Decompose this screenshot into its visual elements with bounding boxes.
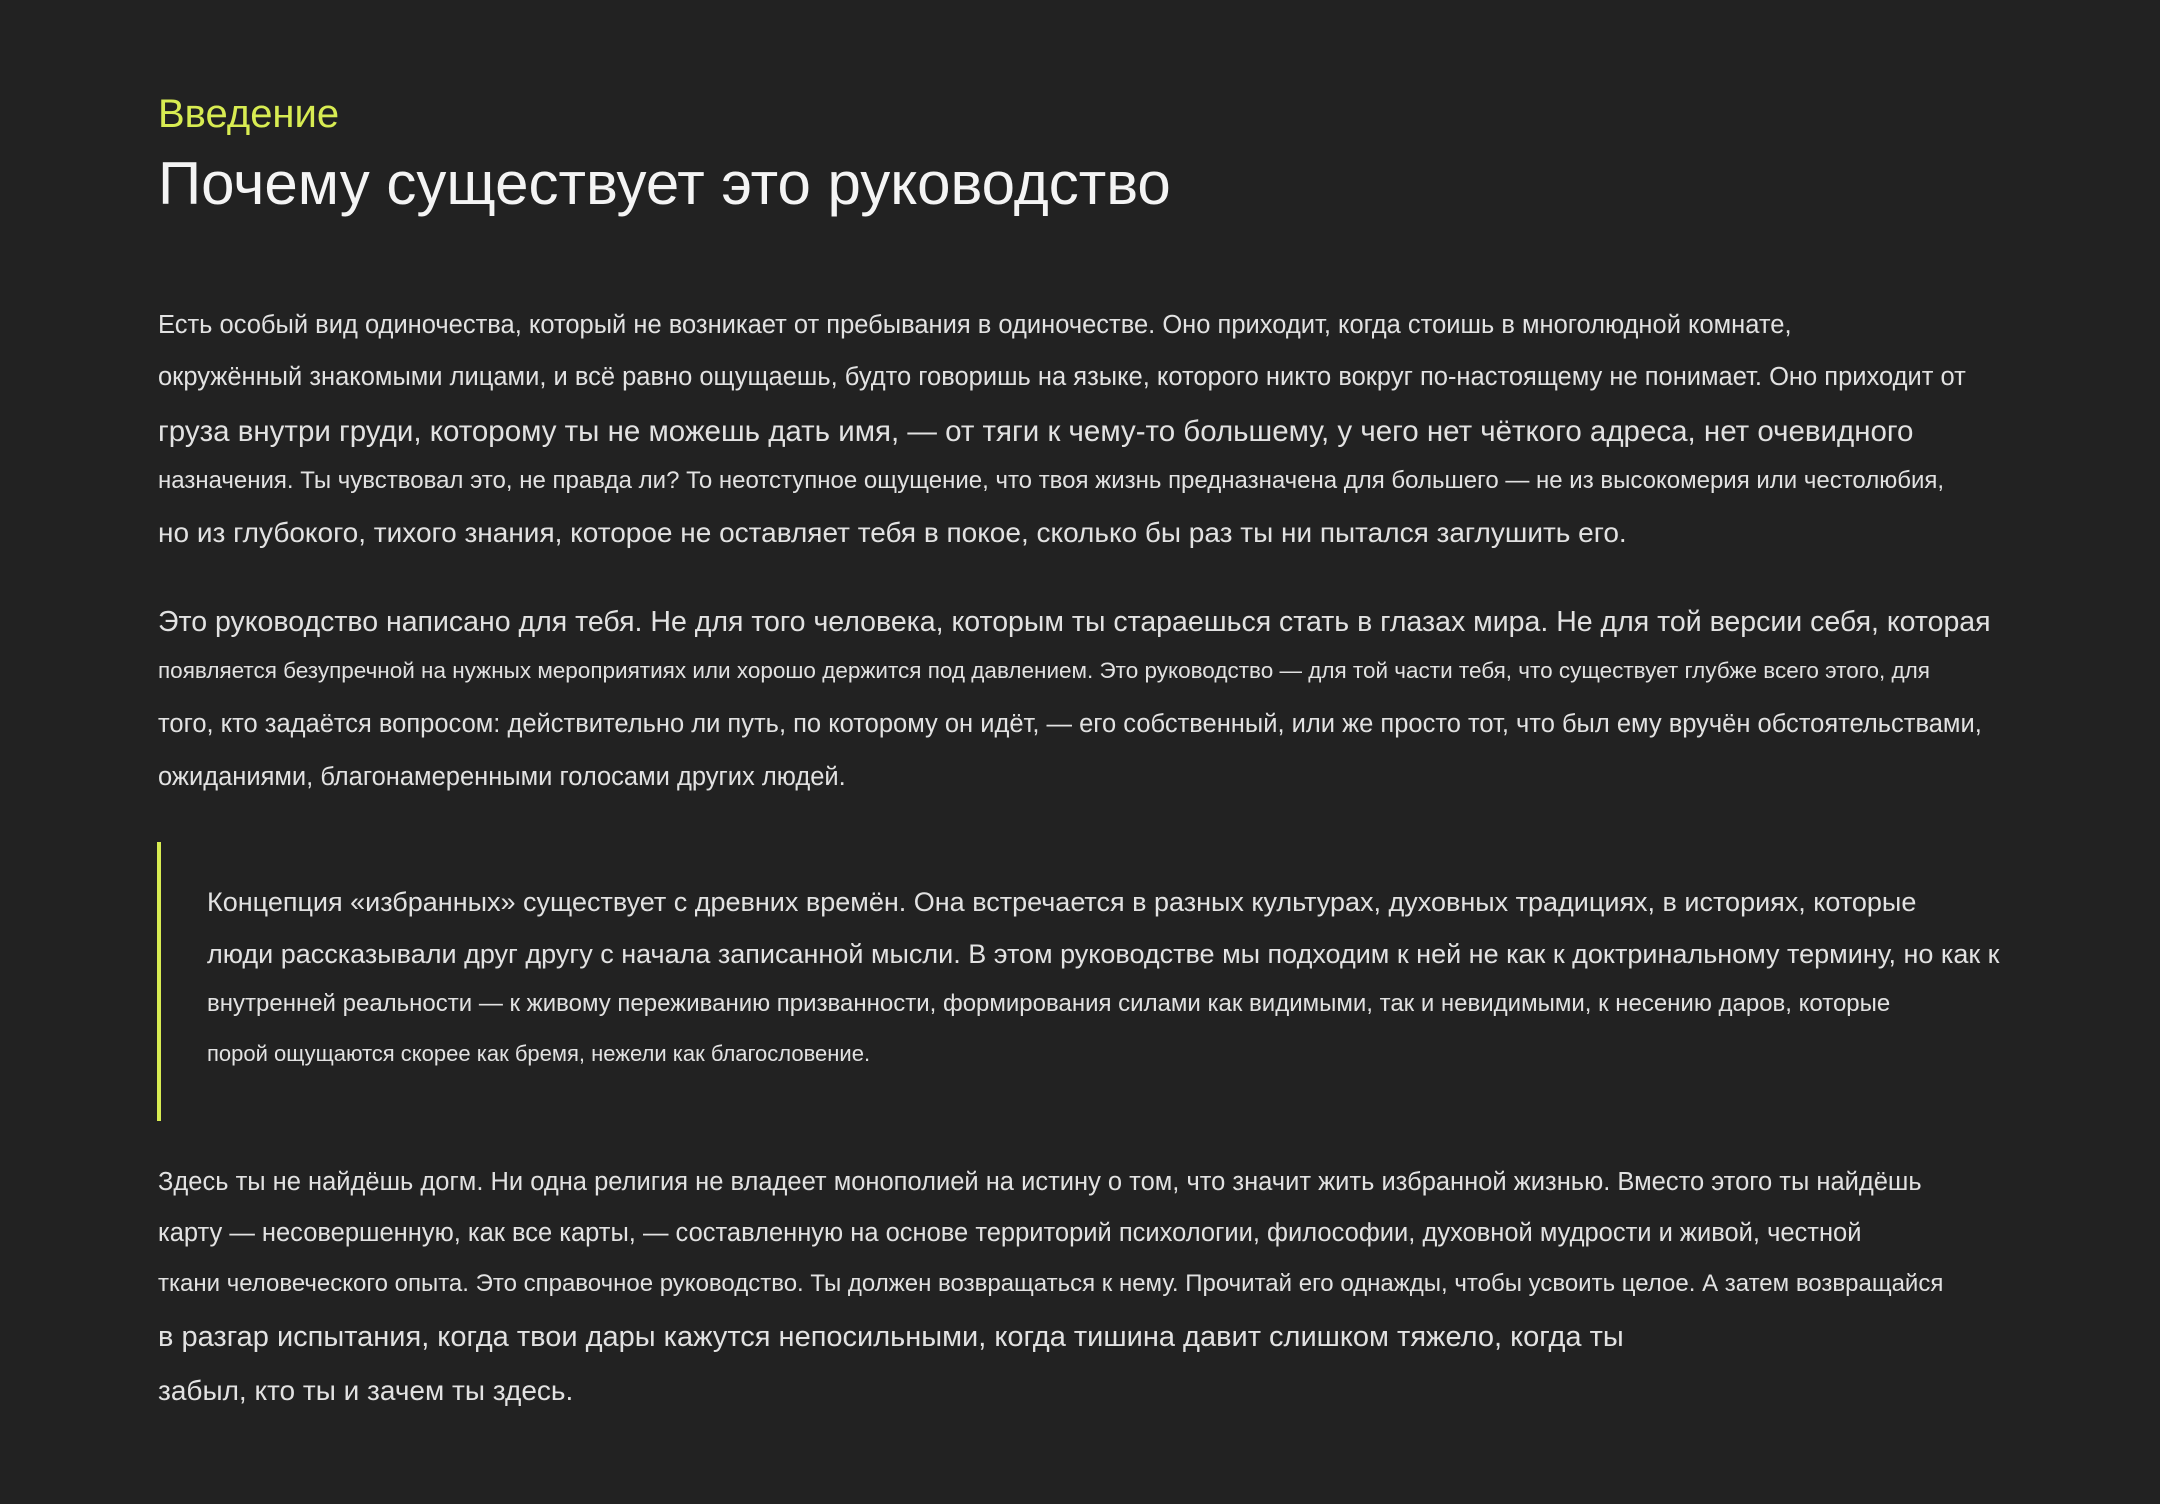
paragraph-line: ткани человеческого опыта. Это справочное руководство. Ты должен возвращаться к нему. Прочитай его однажды, чтобы усвоить целое. А затем возвращайся [158,1270,1944,1297]
blockquote-accent-bar [157,842,161,1121]
paragraph-line: Это руководство написано для тебя. Не для того человека, которым ты стараешься стать в глазах мира. Не для той версии себя, которая [158,606,1991,638]
blockquote-line: порой ощущаются скорее как бремя, нежели как благословение. [207,1041,871,1066]
blockquote-line: люди рассказывали друг другу с начала записанной мысли. В этом руководстве мы подходим к ней не как к доктринальному термину, но как к [207,939,2000,969]
blockquote-line: Концепция «избранных» существует с древних времён. Она встречается в разных культурах, духовных традициях, в историях, которые [207,887,1917,917]
paragraph-line: ожиданиями, благонамеренными голосами других людей. [158,763,846,791]
paragraph-line: но из глубокого, тихого знания, которое не оставляет тебя в покое, сколько бы раз ты ни пытался заглушить его. [158,517,1627,548]
section-kicker: Введение [158,92,340,136]
blockquote-line: внутренней реальности — к живому переживанию призванности, формирования силами как видимыми, так и невидимыми, к несению даров, которые [207,990,1891,1017]
paragraph-line: назначения. Ты чувствовал это, не правда ли? То неотступное ощущение, что твоя жизнь предназначена для большего — не из высокомерия или честолюбия, [158,467,1945,494]
paragraph-line: окружённый знакомыми лицами, и всё равно ощущаешь, будто говоришь на языке, которого никто вокруг по-настоящему не понимает. Оно приходит от [158,363,1966,391]
paragraph-line: появляется безупречной на нужных мероприятиях или хорошо держится под давлением. Это руководство — для той части тебя, что существует глубже всего этого, для [158,658,1930,683]
paragraph-line: в разгар испытания, когда твои дары кажутся непосильными, когда тишина давит слишком тяжело, когда ты [158,1321,1624,1353]
paragraph-line: карту — несовершенную, как все карты, — составленную на основе территорий психологии, философии, духовной мудрости и живой, честной [158,1219,1862,1247]
paragraph-line: того, кто задаётся вопросом: действительно ли путь, по которому он идёт, — его собственный, или же просто тот, что был ему вручён обстоятельствами, [158,710,1982,738]
paragraph-line: забыл, кто ты и зачем ты здесь. [158,1375,574,1406]
paragraph-line: Есть особый вид одиночества, который не возникает от пребывания в одиночестве. Оно приходит, когда стоишь в многолюдной комнате, [158,311,1792,339]
page-title: Почему существует это руководство [158,150,1171,217]
paragraph-line: Здесь ты не найдёшь догм. Ни одна религия не владеет монополией на истину о том, что значит жить избранной жизнью. Вместо этого ты найдёшь [158,1168,1922,1196]
paragraph-line: груза внутри груди, которому ты не можешь дать имя, — от тяги к чему-то большему, у чего нет чёткого адреса, нет очевидного [158,415,1914,448]
